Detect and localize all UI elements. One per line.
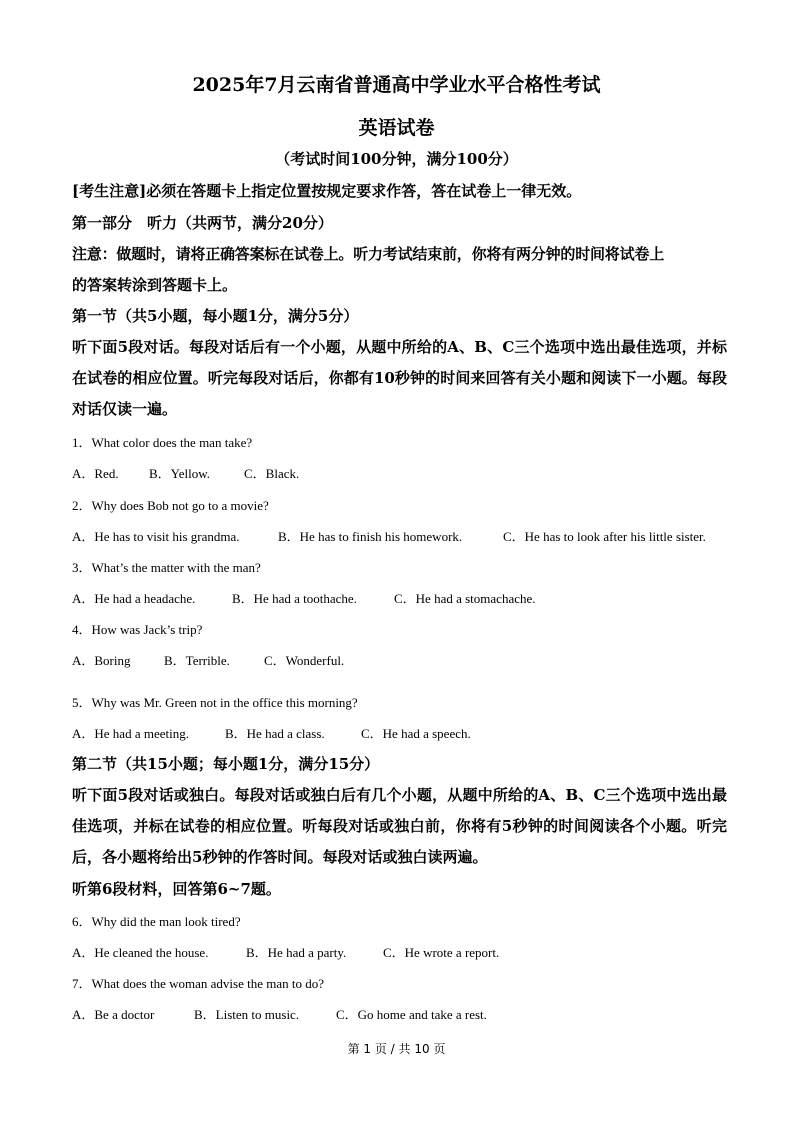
option-b: B．He has to finish his homework. [278,529,463,544]
question-6-options [72,942,499,961]
question-2-stem: 2．Why does Bob not go to a movie? [72,498,269,513]
option-b: B．Terrible. [164,653,230,668]
exam-info: （考试时间100分钟，满分100分） [275,150,518,168]
option-c: C．He wrote a report. [383,945,500,960]
exam-notice: [考生注意]必须在答题卡上指定位置按规定要求作答，答在试卷上一律无效。 [72,182,582,200]
option-b: B．He had a party. [246,945,347,960]
option-c: C．Wonderful. [264,653,345,668]
question-4-options [72,650,344,669]
part1-instruction-line2: 的答案转涂到答题卡上。 [72,276,238,294]
option-a: A．He cleaned the house. [72,945,209,960]
question-1-stem: 1．What color does the man take? [72,435,253,450]
option-b: B．Listen to music. [194,1007,300,1022]
question-3-stem: 3．What’s the matter with the man? [72,560,261,575]
option-a: A．He had a headache. [72,591,196,606]
option-a: A．Be a doctor [72,1007,155,1022]
option-a: A．Boring [72,653,131,668]
part1-heading: 第一部分 听力（共两节，满分20分） [72,214,333,232]
page-number: 第 1 页 / 共 10 页 [347,1042,446,1056]
option-a: A．He had a meeting. [72,726,189,741]
part1-instruction-line1: 注意：做题时，请将正确答案标在试卷上。听力考试结束前，你将有两分钟的时间将试卷上 [72,245,665,263]
option-b: B．He had a class. [225,726,325,741]
question-2-options [72,526,706,545]
section2-directions: 听下面5段对话或独白。每段对话或独白后有几个小题，从题中所给的A、B、C三个选项中选出最佳选项，并标在试卷的相应位置。听每段对话或独白前，你将有5秒钟的时间阅读各个小题。听完后，各小题将给出5秒钟的作答时间。每段对话或独白读两遍。 [72,786,727,866]
exam-title: 2025年7月云南省普通高中学业水平合格性考试 [192,74,601,96]
question-4-stem: 4．How was Jack’s trip? [72,622,203,637]
section2-heading: 第二节（共15小题；每小题1分，满分15分） [72,755,380,773]
question-7-stem: 7．What does the woman advise the man to do? [72,976,324,991]
section1-heading: 第一节（共5小题，每小题1分，满分5分） [72,307,359,325]
option-c: C．He had a speech. [361,726,471,741]
option-b: B．He had a toothache. [232,591,357,606]
question-7-options [72,1004,487,1023]
option-c: C．He has to look after his little sister. [503,529,706,544]
material-6-heading: 听第6段材料，回答第6~7题。 [72,880,281,898]
option-a: A．He has to visit his grandma. [72,529,240,544]
question-1-options [72,463,299,482]
section1-directions: 听下面5段对话。每段对话后有一个小题，从题中所给的A、B、C三个选项中选出最佳选项，并标在试卷的相应位置。听完每段对话后，你都有10秒钟的时间来回答有关小题和阅读下一小题。每段对话仅读一遍。 [72,338,727,418]
option-a: A．Red. [72,466,119,481]
option-c: C．Go home and take a rest. [336,1007,487,1022]
option-c: C．He had a stomachache. [394,591,536,606]
exam-subject: 英语试卷 [358,117,435,139]
question-5-stem: 5．Why was Mr. Green not in the office this morning? [72,695,358,710]
question-5-options [72,723,471,742]
question-6-stem: 6．Why did the man look tired? [72,914,241,929]
option-b: B．Yellow. [149,466,211,481]
question-3-options [72,588,536,607]
option-c: C．Black. [244,466,300,481]
